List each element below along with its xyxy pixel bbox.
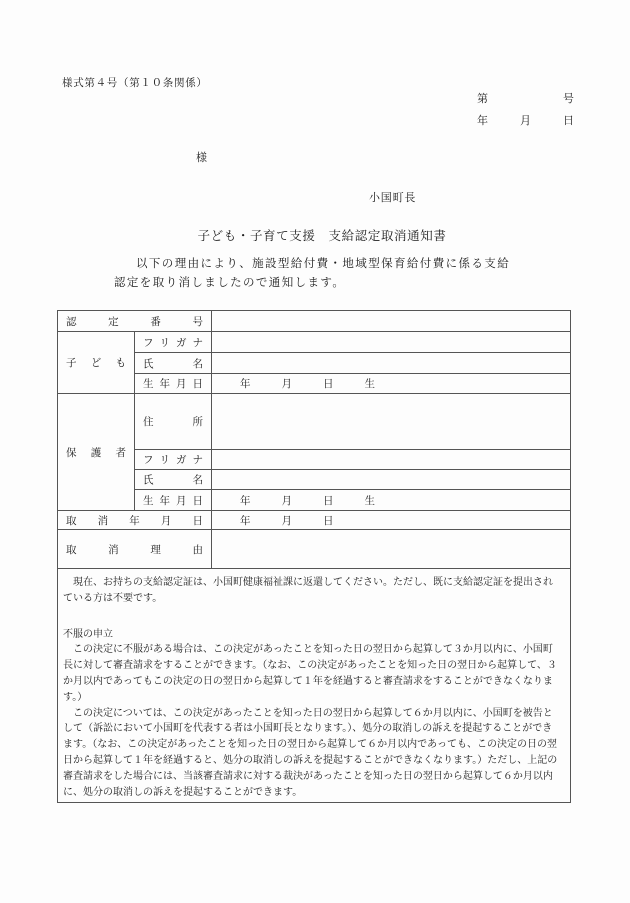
guardian-group-label: 保 護 者 <box>66 446 126 459</box>
cancellation-date-value-cell <box>212 511 571 530</box>
child-birthdate-label-cell <box>135 374 212 394</box>
appeal-paragraph-2: この決定については、この決定があったことを知った日の翌日から起算して６か月以内に、小国町を被告として（訴訟において小国町を代表する者は小国町長となります。）、処分の取消しの訴えを提起することができます。（なお、この決定があったことを知った日の翌日から起算して６か月以内であっても、この決定の日の翌日から起算して１年を経過すると、処分の取消しの訴えを提起することができなくなります。）ただし、上記の審査請求をした場合には、当該審査請求に対する裁決があったことを知った日の翌日から起算して６か月以内に、処分の取消しの訴えを提起することができます。 <box>63 707 558 798</box>
guardian-furigana-label: フ リ ガ ナ <box>143 454 203 466</box>
table-row <box>58 374 571 394</box>
table-row <box>58 470 571 490</box>
sender-title: 小国町長 <box>369 191 417 204</box>
cancellation-date-value <box>212 513 570 528</box>
guardian-birthdate-value <box>212 493 570 508</box>
table-row <box>58 394 571 450</box>
form-number: 様式第４号（第１０条関係） <box>62 77 208 89</box>
intro-paragraph <box>114 254 510 292</box>
appeal-paragraph-1: この決定に不服がある場合は、この決定があったことを知った日の翌日から起算して３か月以内に、小国町長に対して審査請求をすることができます。（なお、この決定があったことを知った日の翌日から起算して、３か月以内であってもこの決定の日の翌日から起算して１年を経過すると審査請求をすることができなくなります。） <box>63 644 557 703</box>
issue-date-month-label: 月 <box>520 114 531 127</box>
child-birthdate-value <box>212 376 570 391</box>
notes-cell <box>58 569 571 803</box>
born-suffix-label: 生 <box>364 378 375 390</box>
table-row <box>58 450 571 470</box>
child-birthdate-label: 生 年 月 日 <box>143 378 203 390</box>
guardian-birthdate-label: 生 年 月 日 <box>143 494 203 507</box>
document-number-line <box>477 90 574 106</box>
child-name-label: 氏 名 <box>143 357 203 370</box>
day-label: 日 <box>323 494 334 507</box>
notice-table <box>57 310 571 803</box>
year-label: 年 <box>240 514 251 527</box>
appeal-heading: 不服の申立 <box>63 628 113 640</box>
table-row <box>58 332 571 353</box>
child-group-cell <box>58 332 135 394</box>
guardian-address-label: 住 所 <box>143 416 203 428</box>
intro-line-1: 以下の理由により、施設型給付費・地域型保育給付費に係る支給 <box>136 256 511 270</box>
certification-number-value-cell <box>212 311 571 332</box>
certification-number-label-cell <box>58 311 212 332</box>
table-row <box>58 311 571 332</box>
day-label: 日 <box>323 514 334 527</box>
intro-line-2: 認定を取り消しましたので通知します。 <box>114 275 346 289</box>
month-label: 月 <box>281 514 292 527</box>
cancellation-date-label: 取 消 年 月 日 <box>66 514 203 527</box>
guardian-furigana-value-cell <box>212 450 571 470</box>
table-row <box>58 511 571 530</box>
table-row <box>58 530 571 569</box>
notes-section <box>58 569 570 800</box>
cancellation-reason-value-cell <box>212 530 571 569</box>
guardian-address-label-cell <box>135 394 212 450</box>
child-birthdate-value-cell <box>212 374 571 394</box>
table-row <box>58 353 571 374</box>
month-label: 月 <box>281 378 292 390</box>
guardian-furigana-label-cell <box>135 450 212 470</box>
issue-date-year-label: 年 <box>477 114 488 127</box>
year-label: 年 <box>240 494 251 507</box>
child-group-label: 子 ど も <box>66 357 126 369</box>
table-row <box>58 490 571 511</box>
year-label: 年 <box>240 378 251 390</box>
issue-date-day-label: 日 <box>563 114 574 127</box>
child-furigana-label-cell <box>135 332 212 353</box>
cancellation-reason-label: 取 消 理 由 <box>66 543 203 556</box>
month-label: 月 <box>281 494 292 507</box>
addressee-honorific: 様 <box>196 151 207 164</box>
document-number-suffix: 号 <box>563 92 574 105</box>
document-number-prefix: 第 <box>477 92 488 105</box>
cancellation-reason-label-cell <box>58 530 212 569</box>
guardian-name-value-cell <box>212 470 571 490</box>
guardian-group-cell <box>58 394 135 511</box>
child-name-value-cell <box>212 353 571 374</box>
guardian-address-value-cell <box>212 394 571 450</box>
issue-date-line <box>477 112 574 128</box>
guardian-birthdate-label-cell <box>135 490 212 511</box>
cancellation-date-label-cell <box>58 511 212 530</box>
table-row <box>58 569 571 803</box>
return-notice-paragraph: 現在、お持ちの支給認定証は、小国町健康福祉課に返還してください。ただし、既に支給認定証を提出されている方は不要です。 <box>63 577 553 604</box>
guardian-birthdate-value-cell <box>212 490 571 511</box>
guardian-name-label-cell <box>135 470 212 490</box>
certification-number-label: 認 定 番 号 <box>66 315 203 328</box>
guardian-name-label: 氏 名 <box>143 474 203 486</box>
child-furigana-value-cell <box>212 332 571 353</box>
born-suffix-label: 生 <box>364 494 375 507</box>
child-furigana-label: フ リ ガ ナ <box>143 336 203 349</box>
child-name-label-cell <box>135 353 212 374</box>
document-title: 子ども・子育て支援 支給認定取消通知書 <box>197 228 447 243</box>
day-label: 日 <box>323 378 334 390</box>
